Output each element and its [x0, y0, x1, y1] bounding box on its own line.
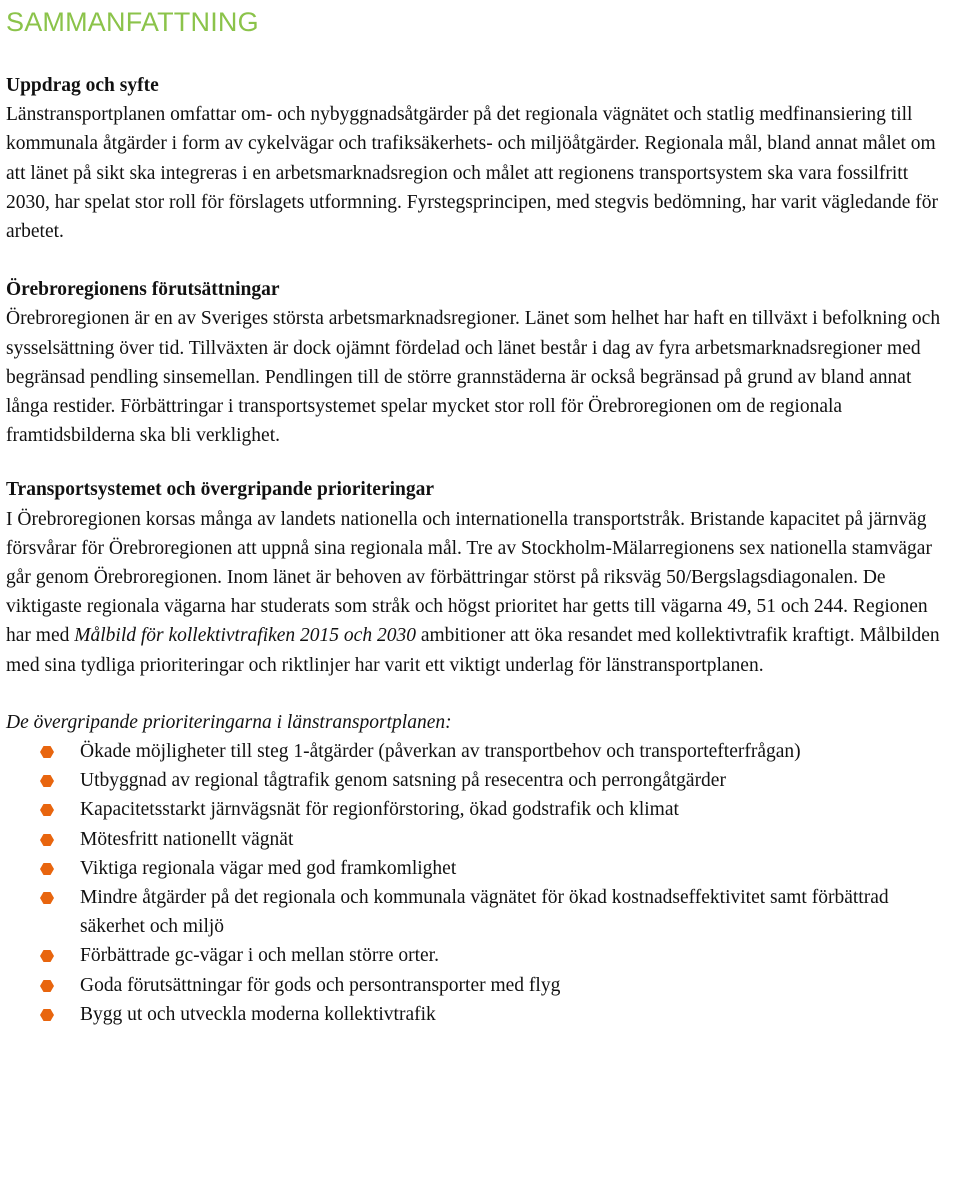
list-item-text: Utbyggnad av regional tågtrafik genom satsning på resecentra och perrongåtgärder [80, 770, 726, 792]
list-item-text: Förbättrade gc-vägar i och mellan större orter. [80, 945, 439, 967]
body-text: ambitioner att öka resandet med kollektivtrafik kraftigt. Målbilden med sina tydliga prioriteringar och riktlinjer har varit ett viktigt underlag för länstransportplanen. [6, 625, 940, 676]
list-item [6, 883, 951, 941]
section-transportsystemet [6, 475, 951, 679]
list-item-text: Mötesfritt nationellt vägnät [80, 828, 294, 850]
list-item [6, 766, 951, 795]
hexagon-bullet-icon [40, 863, 54, 875]
list-item [6, 737, 951, 766]
list-item [6, 971, 951, 1000]
section-prioriteringar [6, 708, 951, 1029]
list-item [6, 941, 951, 970]
hexagon-bullet-icon [40, 804, 54, 816]
priorities-list [6, 737, 951, 1029]
list-item [6, 825, 951, 854]
list-item [6, 1000, 951, 1029]
list-item-text: Goda förutsättningar för gods och persontransporter med flyg [80, 974, 561, 996]
hexagon-bullet-icon [40, 775, 54, 787]
body-text: I Örebroregionen korsas många av landets nationella och internationella transportstråk. Bristande kapacitet på järnväg försvårar för Örebroregionen att uppnå sina regionala mål. Tre av Stockholm-Mälarregionens sex nationella stamvägar går genom Örebroregionen. Inom länet är behoven av förbättringar störst på riksväg 50/Bergslagsdiagonalen. De viktigaste regionala vägarna har studerats som stråk och högst prioritet har getts till vägarna 49, 51 och 244. Regionen har med [6, 508, 932, 647]
hexagon-bullet-icon [40, 950, 54, 962]
hexagon-bullet-icon [40, 892, 54, 904]
body-italic-title: Målbild för kollektivtrafiken 2015 och 2030 [74, 625, 416, 647]
section-body: Örebroregionen är en av Sveriges största arbetsmarknadsregioner. Länet som helhet har haft en tillväxt i befolkning och sysselsättning över tid. Tillväxten är dock ojämnt fördelad och länet består i dag av fyra arbetsmarknadsregioner med begränsad pendling sinsemellan. Pendlingen till de större grannstäderna är också begränsad på grund av bland annat långa restider. Förbättringar i transportsystemet spelar mycket stor roll för Örebroregionen om de regionala framtidsbilderna ska bli verklighet. [6, 308, 941, 447]
list-item-text: Viktiga regionala vägar med god framkomlighet [80, 857, 457, 879]
list-item [6, 854, 951, 883]
section-body: Länstransportplanen omfattar om- och nybyggnadsåtgärder på det regionala vägnätet och statlig medfinansiering till kommunala åtgärder i form av cykelvägar och trafiksäkerhets- och miljöåtgärder. Regionala mål, bland annat målet om att länet på sikt ska integreras i en arbetsmarknadsregion och målet att regionens transportsystem ska vara fossilfritt 2030, har spelat stor roll för förslagets utformning. Fyrstegsprincipen, med stegvis bedömning, har varit vägledande för arbetet. [6, 104, 938, 243]
list-item-text: Bygg ut och utveckla moderna kollektivtrafik [80, 1003, 436, 1025]
page-title: SAMMANFATTNING [6, 7, 259, 37]
section-heading: Uppdrag och syfte [6, 75, 159, 96]
list-item-text: Ökade möjligheter till steg 1-åtgärder (påverkan av transportbehov och transportefterfrågan) [80, 741, 801, 763]
section-body [6, 505, 951, 680]
hexagon-bullet-icon [40, 980, 54, 992]
priorities-heading: De övergripande prioriteringarna i länstransportplanen: [6, 711, 452, 733]
list-item [6, 795, 951, 824]
hexagon-bullet-icon [40, 834, 54, 846]
hexagon-bullet-icon [40, 1009, 54, 1021]
section-forutsattningar [6, 275, 951, 450]
list-item-text: Kapacitetsstarkt järnvägsnät för regionförstoring, ökad godstrafik och klimat [80, 799, 679, 821]
section-uppdrag [6, 71, 951, 246]
section-heading: Transportsystemet och övergripande prioriteringar [6, 479, 435, 501]
hexagon-bullet-icon [40, 746, 54, 758]
section-heading: Örebroregionens förutsättningar [6, 279, 280, 301]
document-page [6, 0, 951, 1029]
list-item-text: Mindre åtgärder på det regionala och kommunala vägnätet för ökad kostnadseffektivitet samt förbättrad säkerhet och miljö [80, 887, 889, 938]
